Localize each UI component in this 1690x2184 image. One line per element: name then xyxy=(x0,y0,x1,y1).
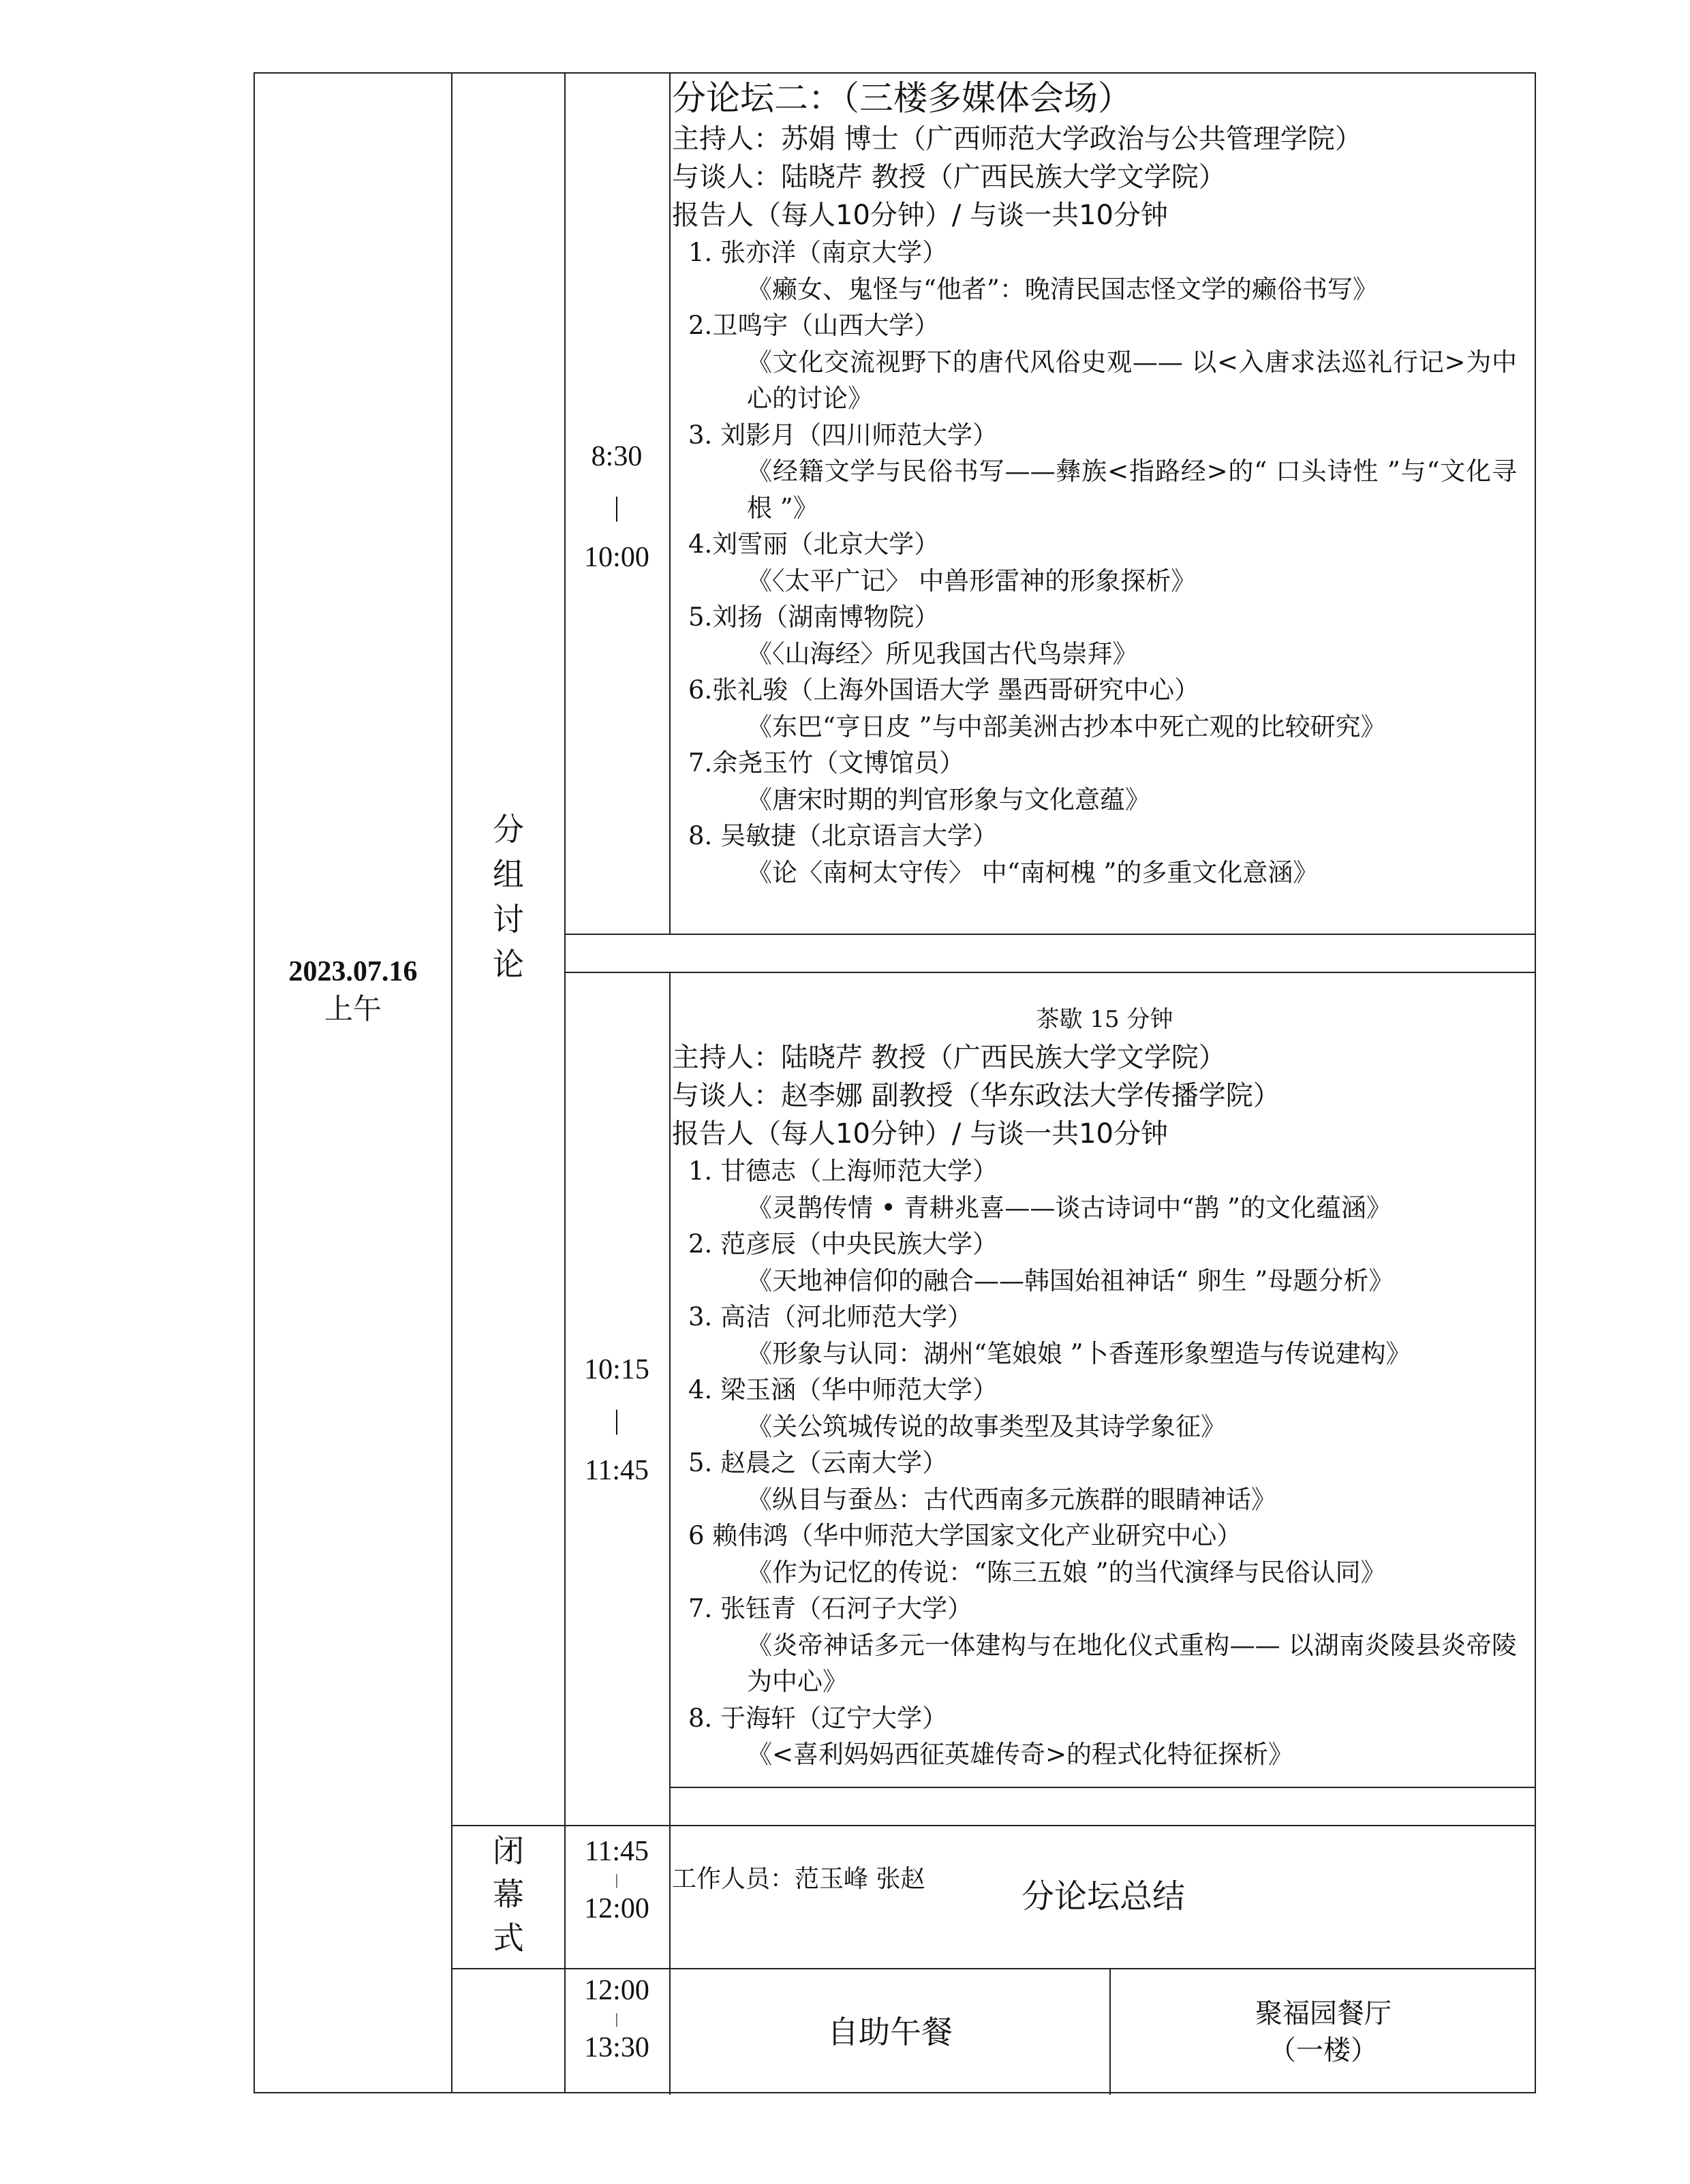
speaker-name: 4.刘雪丽（北京大学） xyxy=(688,529,940,559)
speaker-name: 8. 于海轩（辽宁大学） xyxy=(688,1703,948,1733)
speaker-name: 7.余尧玉竹（文博馆员） xyxy=(688,748,965,778)
speaker-name: 2.卫鸣宇（山西大学） xyxy=(688,311,940,340)
time-separator: | xyxy=(613,1404,619,1435)
paper-title: 《癞女、鬼怪与“他者”：晚清民国志怪文学的癞俗书写》 xyxy=(747,274,1378,304)
paper-title: 《天地神信仰的融合——韩国始祖神话“ 卵生 ”母题分析》 xyxy=(747,1265,1394,1295)
closing-time xyxy=(566,1832,668,1928)
paper-title: 《〈山海经〉所见我国古代鸟崇拜》 xyxy=(747,639,1138,668)
speaker-name: 4. 梁玉涵（华中师范大学） xyxy=(688,1375,998,1404)
group-label xyxy=(488,807,529,987)
closing-content: 分论坛总结 xyxy=(1021,1877,1185,1916)
session-rule: 报告人（每人10分钟）/ 与谈一共10分钟 xyxy=(672,200,1168,231)
paper-title: 《论〈南柯太守传〉 中“南柯槐 ”的多重文化意涵》 xyxy=(747,857,1319,887)
time-end: 13:30 xyxy=(584,2032,649,2063)
speaker-list xyxy=(672,1153,1524,1773)
paper-title: 《灵鹊传情 • 青耕兆喜——谈古诗词中“鹊 ”的文化蕴涵》 xyxy=(747,1193,1392,1222)
closing-label-char: 幕 xyxy=(493,1876,524,1913)
closing-label xyxy=(488,1829,529,1960)
speaker-name: 7. 张钰青（石河子大学） xyxy=(688,1594,973,1623)
paper-title: 《唐宋时期的判官形象与文化意蕴》 xyxy=(747,784,1150,814)
lunch-content: 自助午餐 xyxy=(827,2014,953,2050)
lunch-time xyxy=(566,1971,668,2067)
speaker-name: 8. 吴敏捷（北京语言大学） xyxy=(688,821,998,850)
venue-note: （一楼） xyxy=(1269,2035,1378,2066)
paper-title: 《形象与认同：湖州“笔娘娘 ”卜香莲形象塑造与传说建构》 xyxy=(747,1338,1411,1368)
session-host: 主持人：陆晓芹 教授（广西民族大学文学院） xyxy=(672,1042,1226,1073)
speaker-name: 3. 刘影月（四川师范大学） xyxy=(688,420,998,450)
session2-content xyxy=(672,1003,1524,1773)
session-discussant: 与谈人：陆晓芹 教授（广西民族大学文学院） xyxy=(672,162,1226,193)
paper-title: 《关公筑城传说的故事类型及其诗学象征》 xyxy=(747,1411,1226,1441)
date-cell xyxy=(255,953,451,1029)
session2-time xyxy=(566,1345,668,1495)
time-separator: | xyxy=(613,491,619,522)
lunch-venue xyxy=(1111,1995,1536,2069)
speaker-list xyxy=(672,234,1524,891)
schedule-table xyxy=(253,72,1536,2093)
paper-title: 《文化交流视野下的唐代风俗史观—— 以<入唐求法巡礼行记>为中心的讨论》 xyxy=(747,347,1517,413)
paper-title: 《<喜利妈妈西征英雄传奇>的程式化特征探析》 xyxy=(747,1740,1294,1769)
paper-title: 《东巴“亨日皮 ”与中部美洲古抄本中死亡观的比较研究》 xyxy=(747,711,1386,741)
group-label-char: 论 xyxy=(493,946,524,983)
speaker-name: 1. 张亦洋（南京大学） xyxy=(688,238,948,267)
speaker-name: 6 赖伟鸿（华中师范大学国家文化产业研究中心） xyxy=(688,1521,1242,1550)
time-separator: | xyxy=(615,1871,619,1888)
session1-time xyxy=(566,432,668,582)
time-start: 8:30 xyxy=(591,441,643,472)
column-divider xyxy=(669,74,671,934)
paper-title: 《作为记忆的传说：“陈三五娘 ”的当代演绎与民俗认同》 xyxy=(747,1557,1386,1587)
paper-title: 《炎帝神话多元一体建构与在地化仪式重构—— 以湖南炎陵县炎帝陵为中心》 xyxy=(747,1630,1517,1696)
forum-title: 分论坛二：（三楼多媒体会场） xyxy=(672,78,1132,118)
time-start: 10:15 xyxy=(584,1354,649,1385)
group-label-char: 组 xyxy=(493,856,524,893)
time-separator: | xyxy=(615,2010,619,2027)
closing-label-char: 式 xyxy=(493,1920,524,1956)
row-divider xyxy=(564,972,1535,973)
session-rule: 报告人（每人10分钟）/ 与谈一共10分钟 xyxy=(672,1118,1168,1150)
speaker-name: 2. 范彦辰（中央民族大学） xyxy=(688,1229,998,1259)
session1-content xyxy=(672,76,1524,891)
speaker-name: 5.刘扬（湖南博物院） xyxy=(688,602,940,632)
session-discussant: 与谈人：赵李娜 副教授（华东政法大学传播学院） xyxy=(672,1080,1280,1111)
group-label-char: 讨 xyxy=(493,901,524,938)
closing-label-char: 闭 xyxy=(493,1832,524,1869)
paper-title: 《纵目与蚕丛：古代西南多元族群的眼睛神话》 xyxy=(747,1484,1276,1514)
venue-name: 聚福园餐厅 xyxy=(1255,1998,1392,2029)
paper-title: 《〈太平广记〉 中兽形雷神的形象探析》 xyxy=(747,566,1197,596)
speaker-name: 6.张礼骏（上海外国语大学 墨西哥研究中心） xyxy=(688,675,1200,705)
session-host: 主持人：苏娟 博士（广西师范大学政治与公共管理学院） xyxy=(672,123,1362,155)
tea-break: 茶歇 15 分钟 xyxy=(1036,1006,1173,1033)
time-end: 11:45 xyxy=(584,1455,649,1486)
row-divider xyxy=(669,1787,1535,1788)
time-start: 11:45 xyxy=(584,1836,649,1867)
group-label-char: 分 xyxy=(493,811,524,848)
speaker-name: 3. 高洁（河北师范大学） xyxy=(688,1302,973,1332)
paper-title: 《经籍文学与民俗书写——彝族<指路经>的“ 口头诗性 ”与“文化寻根 ”》 xyxy=(747,457,1517,523)
staff-line: 工作人员：范玉峰 张赵 xyxy=(672,1865,925,1893)
column-divider xyxy=(451,74,452,2092)
date-text: 2023.07.16 xyxy=(288,956,418,987)
speaker-name: 5. 赵晨之（云南大学） xyxy=(688,1448,948,1477)
period-text: 上午 xyxy=(324,994,382,1026)
time-start: 12:00 xyxy=(584,1975,649,2006)
time-end: 12:00 xyxy=(584,1893,649,1924)
row-divider xyxy=(564,934,1535,935)
speaker-name: 1. 甘德志（上海师范大学） xyxy=(688,1156,998,1186)
time-end: 10:00 xyxy=(584,542,649,573)
column-divider xyxy=(564,74,566,2092)
